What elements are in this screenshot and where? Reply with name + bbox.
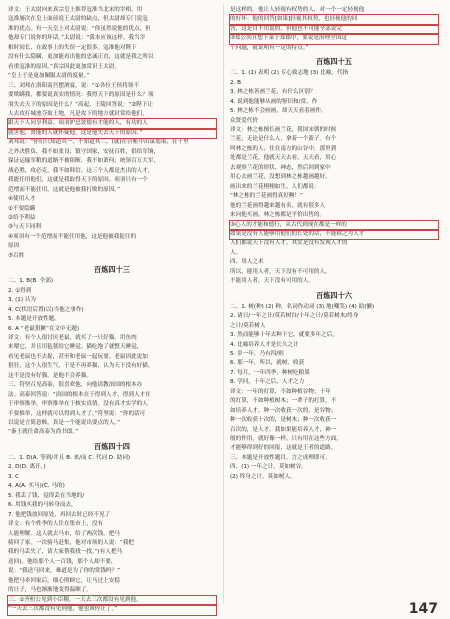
left-line: 我能任用他们，这就是我取得天下的原因。项羽只有一个	[8, 177, 148, 184]
left-line: 于审察推举，审察推举在于核实真情。没有真才实学的人	[8, 401, 148, 408]
left-line: 三、刘邦在洛阳南宫摆酒宴，说：“①各位王侯将领不	[8, 82, 139, 89]
left-line: 就害他，贤能的人就怀疑他，这是他失去天下的原因。”	[8, 129, 216, 138]
right-line: 他的兰花画得越来越有名，就有很多人	[230, 202, 326, 209]
left-line: 以说是言简意赅，真是一个能说出要点的人。”	[8, 420, 120, 427]
right-line: 二、1. 树(种) (2) 种，名词作动词 (3) 地(嘲笑) (4) 助(懒)	[230, 303, 375, 310]
right-line: 兰花，无论是什么人，拿着一个篮子。有个	[230, 136, 337, 143]
column-divider	[223, 4, 224, 604]
left-line: 送回)，他给那个人一百钱，那个人却不要，	[8, 558, 117, 565]
left-line: 5. 本题是开放性题。	[8, 316, 60, 323]
right-column	[230, 6, 438, 482]
right-line: 答，这是自不用说的，但他也不可能全部说完	[230, 25, 438, 34]
left-line: 骑回了家。一次骑马赶集，他对市场的人说：“我把	[8, 540, 134, 547]
left-line: 2. D(D. 离开，)	[8, 464, 46, 471]
right-line: 4. 比喻培养人才是长久之计	[230, 341, 299, 348]
left-line: 之外决胜负，我不如张良；镇守国家，安抚百姓，供给军饷，	[8, 148, 160, 155]
right-line: 人们都说天下没有人才，其实是没有发现人才的	[230, 240, 348, 247]
right-line: 是这样的。他让人轻视有权势的人，对一个一定轻视他	[230, 7, 365, 13]
right-line: 6. 那一年，所以，就树、收获	[230, 360, 305, 367]
right-line: 般的作用，就好像一样。只有用在这些方面，	[230, 436, 342, 443]
left-line: ⑤百姓	[8, 252, 25, 259]
left-line: 原因	[8, 243, 20, 250]
left-line: “皇上于是更加佩服太尉的度量。”	[8, 73, 90, 80]
left-line: 法。高泰回答说：“治国的根本在于得到人才，得到人才在	[8, 391, 151, 398]
right-line: 四、(1) 一年之计，莫如树谷。	[230, 464, 307, 471]
left-line: 译文：有个姓李的人住在集市上，没有	[8, 521, 104, 528]
left-line: ④项羽有一个范增而不能任用他，这是他被我捉住的	[8, 233, 137, 240]
left-line: 的日子，马也渐渐地变得温顺了。	[8, 587, 92, 594]
left-line: 寇准屡次在皇上面前说王太尉的缺点，但太尉却专门说寇	[8, 16, 148, 23]
right-line: 之计/莫若树人	[230, 322, 266, 329]
right-line: 所以，能用人者，天下没有不可用的人，	[230, 268, 331, 275]
left-line: “一天去三次都没有见到他，他也该停止了。”	[8, 605, 216, 614]
right-line: 处都是兰花，他就天天去看，天天看，用心	[230, 155, 337, 162]
left-line: 4. C(状语后置(以)当他之事作)	[8, 306, 84, 313]
left-line: 我的马丢失了，请大家帮我找一找。”(有人把马	[8, 549, 123, 556]
left-line: 要欺瞒我，都要说真实的情况：我得天下的原因是什么？项	[8, 92, 154, 99]
left-line: 4. A(A. 买马)(C. 马的)	[8, 483, 65, 490]
right-line: 用心去画兰花，没想到林之栋越画越好，	[230, 174, 331, 181]
left-line: 战必胜，攻必克，我不如韩信。这三个人都是杰出的人才，	[8, 167, 154, 174]
left-line: 这不是没有好猫，是他不会养猫。	[8, 372, 92, 379]
right-line: 来向他买画，林之栋都是平价出售的。	[230, 212, 326, 219]
right-line: 叫林之栋的人，住在南方的山谷中，那里到	[230, 145, 337, 152]
left-line: 看重寇准的原因。”真宗因此更加赏识王太尉。	[8, 63, 120, 70]
left-line: 来喂它，并且用毡毯给它睡觉。猫吃饱了就整天睡觉，	[8, 344, 143, 351]
right-line: 5. 林之栋不会画画，却天天看着画作，	[230, 108, 327, 115]
right-line: “林之栋的兰花画得真好啊！”	[230, 193, 303, 200]
left-line: 二、1. B(B. 全部)	[8, 278, 54, 285]
left-line: 相时间长，在政事上的失误一定很多。寇准他对陛下	[8, 44, 137, 51]
left-line: 5. 我丢了钱，觉得丢在当地的/	[8, 492, 85, 499]
section-heading: 百炼四十四	[94, 441, 130, 451]
right-line: 二、1. (1) 表明 (2) 专心致志地 (3) 比喻，代指	[230, 70, 349, 77]
left-line: 译文：王太尉向来真宗皇上推荐寇准当北宋的宰相，用	[8, 7, 143, 13]
right-line: 才能够得到好的回报，这就是王者的道路。	[230, 445, 337, 452]
left-column	[8, 6, 216, 615]
right-line: 人。	[230, 249, 242, 256]
right-line: 7. 每月，一年四季，种树吃粮果	[230, 369, 310, 376]
right-line: (2) 终身之计，莫如树人。	[230, 473, 296, 480]
section-heading: 百炼四十五	[316, 57, 352, 67]
left-line: 他却专门说你的坏话。”太尉说：“我本应该这样。我当宰	[8, 35, 146, 42]
right-line: 译文：林之栋擅长画兰花，我国宋朝的时候	[230, 126, 337, 133]
left-line: 译文：有个人很讨厌老鼠，就买了一只好猫。用鱼肉	[8, 334, 137, 341]
left-line: 三、符坚召见高泰，很喜欢他，向他请教治国的根本办	[8, 382, 143, 389]
right-line: 不能用人者，天下没有可用的人。	[230, 278, 314, 285]
right-line: 如培养人才。种一次收获一次的，是谷物；	[230, 407, 337, 414]
right-line: 种一次收获十次的，是树木；种一次收获一	[230, 417, 337, 424]
left-line: 2. ①得到	[8, 287, 32, 294]
left-line: 范增而不能任用，这就是他被我打败的原因。”	[8, 186, 120, 193]
left-line: 刘邦说：“你们只知道其一，不知道其二。(就)在营帐中出谋划策，在千里	[8, 139, 189, 146]
right-line: 去观察兰花的形状、神态，然后回到家中	[230, 164, 331, 171]
left-line: 看见老鼠也不去捉，甚至和老鼠一起玩耍。老鼠因此更加	[8, 353, 148, 360]
right-line: 译文：一年的打算，不如种植谷物；十年	[230, 388, 331, 395]
right-line: 2. 诸日/一年之计/莫若树谷/十年之计/莫若树木/终身	[230, 313, 359, 320]
left-line: 6. 用钱买我的马转身而去，	[8, 502, 77, 509]
left-line: 6. A “老鼠猖獗”在文中无题)	[8, 325, 80, 332]
left-line: 说：“我送马回来，难道是为了你的赏钱吗？”	[8, 568, 121, 575]
right-line: 百次的，是人才。我如果能培养人才，神一	[230, 426, 337, 433]
right-line: ③郑公尚且想下菜于郑郡中，要说是治理全国这	[230, 34, 438, 43]
left-line: 猖狂，这个人很生气，于是不再养猫，认为天下没有好猫。	[8, 363, 154, 370]
left-line: 3. (1) 认为	[8, 297, 37, 304]
left-line: 跟天下人同享利益。项羽妒忌贤德有才能的人，有功的人	[8, 119, 216, 128]
right-line: 5. 岁一年，乃有四/则	[230, 350, 284, 357]
left-line: 准的优点。有一天皇上对太尉说：“你虽然说他的优点，但	[8, 25, 151, 32]
right-line: 8. 学问，十年之后，人才之力	[230, 379, 305, 386]
right-line: 3. 林之栋善画兰花，有什么区别？	[230, 89, 316, 96]
right-line: 如果是没有人能够用他们的长处的话，不能称之为人才	[230, 230, 438, 239]
right-line: 三、本题是开放性题目，言之成理即可。	[230, 454, 331, 461]
right-line: 4. 说到他能够从画的鉴识和/赏，作	[230, 98, 318, 105]
page-number: 147	[408, 601, 438, 617]
left-line: ②给予利益	[8, 214, 36, 221]
right-line: 画出来的兰花栩栩如生。人们都说：	[230, 183, 320, 190]
section-heading: 百炼四十三	[94, 265, 130, 275]
right-line: 的好坏：他的回答[如果]轻视其权势，也轻视他的回	[230, 15, 438, 24]
right-line: 3. 然而能够十年去种下它，就要多年之后，	[230, 332, 338, 339]
left-line: ①不要隐瞒	[8, 205, 36, 212]
right-line: 个问题，就说明有一定的特点。”	[230, 44, 309, 51]
right-line: 2. B	[230, 79, 241, 86]
section-heading: 百炼四十六	[316, 290, 352, 300]
left-line: 二、1. D(A. 等到/并且 B. 来/而 C. 代词 D. 助词)	[8, 454, 131, 461]
left-line: 三、①齐桓公见到小臣稷，一天去三次都没有见到他。	[8, 596, 216, 605]
right-line: 的打算，不如种植树木；一辈子的打算，不	[230, 398, 337, 405]
left-line: 保证运输军粮的道路不被阻断，我不如萧何；统领百万大军，	[8, 158, 160, 165]
left-line: 人去攻打城池夺取土地，凡是攻下的地方就封赏给他们，	[8, 110, 148, 117]
left-line: ④使用人才	[8, 196, 36, 203]
left-line: ③与天下同利	[8, 224, 41, 231]
left-line: “秦王就任命高泰为尚书郎。”	[8, 429, 79, 436]
left-line: 3. C	[8, 473, 20, 480]
left-line: 没有什么隐瞒，更加能看出他的忠诚正直，这就是我之所以	[8, 54, 154, 61]
left-line: 羽失去天下的原因是什么？”高起、王陵回答说：“②陛下让	[8, 101, 154, 108]
right-line: 四、用人之术	[230, 259, 264, 266]
left-line: 他把马牵回家后，细心照顾它，让马过上安稳	[8, 577, 120, 584]
left-line: 7. 他把钱放回原处，再回去时已经不见了	[8, 511, 111, 518]
right-line: ③心人的才能和德行，从古代到现在都是一样的	[230, 221, 438, 230]
left-line: 不要推举，这样就可以得到人才了。”符坚说：“你的话可	[8, 410, 146, 417]
left-line: 人能理解。这人就去马市，给了两次钱，把马	[8, 530, 120, 537]
right-line: 众贤爱代价	[230, 117, 258, 124]
